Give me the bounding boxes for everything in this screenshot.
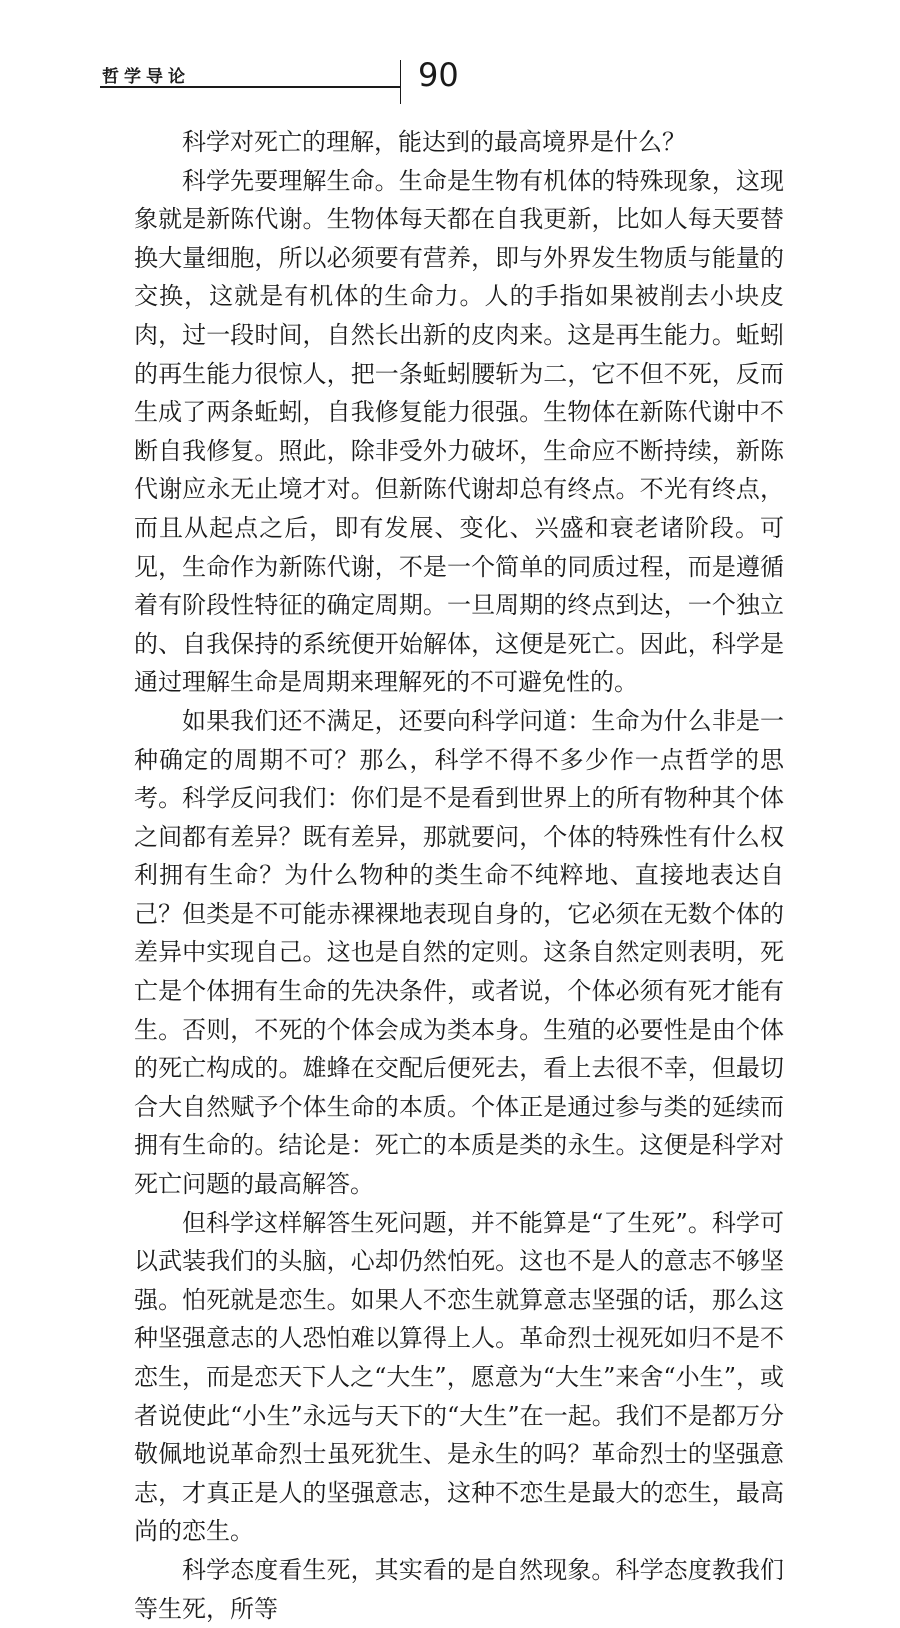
paragraph-martyrs: 但科学这样解答生死问题，并不能算是“了生死”。科学可以武装我们的头脑，心却仍然怕死。这也不是人的意志不够坚强。怕死就是恋生。如果人不恋生就算意志坚强的话，那么这种坚强意志的人恐怕难以算得上人。革命烈士视死如归不是不恋生，而是恋天下人之“大生”，愿意为“大生”来舍“小生”，或者说使此“小生”永远与天下的“大生”在一起。我们不是都万分敬佩地说革命烈士虽死犹生、是永生的吗？革命烈士的坚强意志，才真正是人的坚强意志，这种不恋生是最大的恋生，最高尚的恋生。 (134, 1208, 784, 1546)
paragraph-scientific-attitude: 科学态度看生死，其实看的是自然现象。科学态度教我们等生死，所等 (134, 1555, 784, 1623)
paragraph-species: 如果我们还不满足，还要向科学问道：生命为什么非是一种确定的周期不可？那么，科学不得不多少作一点哲学的思考。科学反问我们：你们是不是看到世界上的所有物种其个体之间都有差异？既有差异，那就要问，个体的特殊性有什么权利拥有生命？为什么物种的类生命不纯粹地、直接地表达自己？但类是不可能赤裸裸地表现自身的，它必须在无数个体的差异中实现自己。这也是自然的定则。这条自然定则表明，死亡是个体拥有生命的先决条件，或者说，个体必须有死才能有生。否则，不死的个体会成为类本身。生殖的必要性是由个体的死亡构成的。雄蜂在交配后便死去，看上去很不幸，但最切合大自然赋予个体生命的本质。个体正是通过参与类的延续而拥有生命的。结论是：死亡的本质是类的永生。这便是科学对死亡问题的最高解答。 (134, 706, 784, 1199)
page-header (100, 40, 820, 110)
book-title: 哲学导论 (102, 67, 190, 87)
paragraph-question: 科学对死亡的理解，能达到的最高境界是什么？ (182, 128, 686, 156)
header-divider (400, 60, 401, 104)
body-text (134, 123, 784, 1628)
header-rule (100, 86, 400, 88)
paragraph-life-cycle: 科学先要理解生命。生命是生物有机体的特殊现象，这现象就是新陈代谢。生物体每天都在自我更新，比如人每天要替换大量细胞，所以必须要有营养，即与外界发生物质与能量的交换，这就是有机体的生命力。人的手指如果被削去小块皮肉，过一段时间，自然长出新的皮肉来。这是再生能力。蚯蚓的再生能力很惊人，把一条蚯蚓腰斩为二，它不但不死，反而生成了两条蚯蚓，自我修复能力很强。生物体在新陈代谢中不断自我修复。照此，除非受外力破坏，生命应不断持续，新陈代谢应永无止境才对。但新陈代谢却总有终点。不光有终点，而且从起点之后，即有发展、变化、兴盛和衰老诸阶段。可见，生命作为新陈代谢，不是一个简单的同质过程，而是遵循着有阶段性特征的确定周期。一旦周期的终点到达，一个独立的、自我保持的系统便开始解体，这便是死亡。因此，科学是通过理解生命是周期来理解死的不可避免性的。 (134, 166, 784, 697)
page-number: 90 (418, 56, 459, 94)
